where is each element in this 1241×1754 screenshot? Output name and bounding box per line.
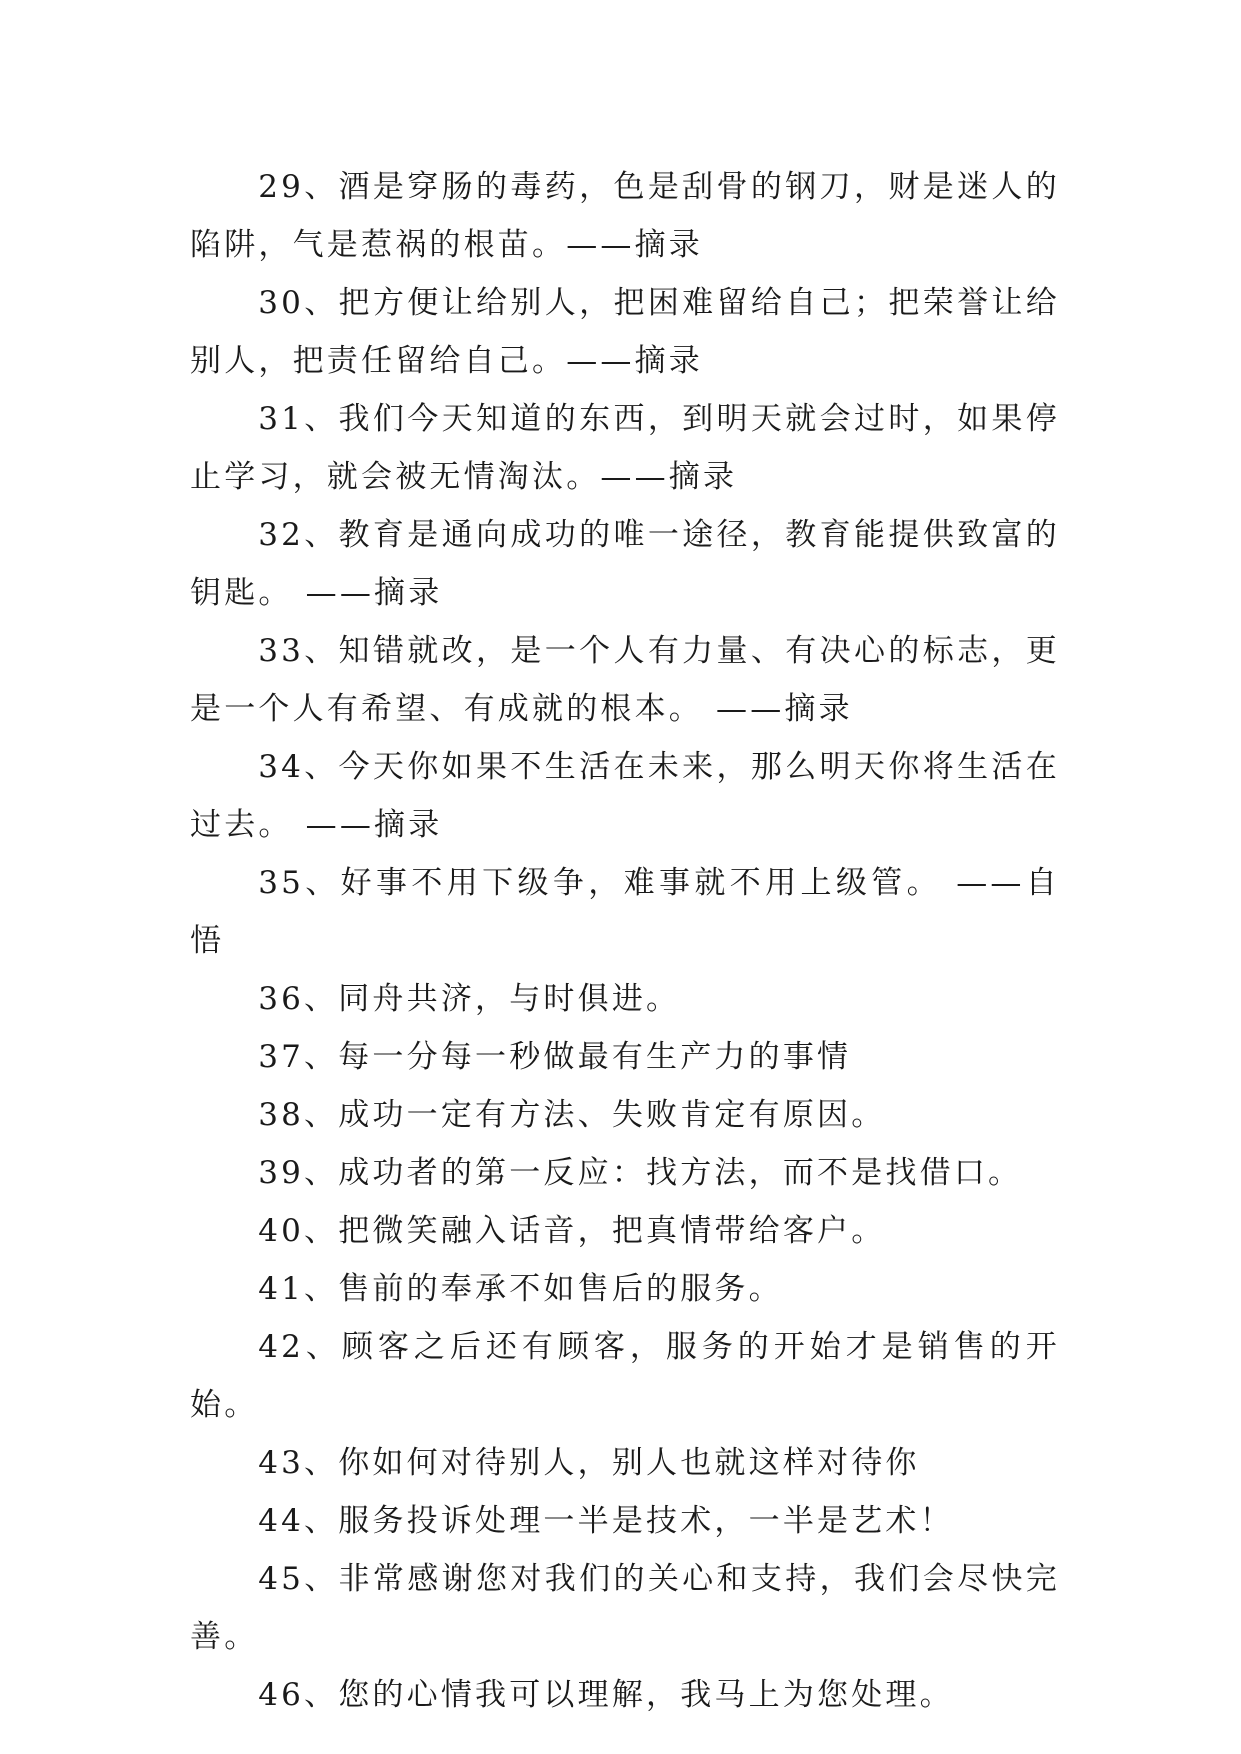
paragraph-33: 33、知错就改，是一个人有力量、有决心的标志，更是一个人有希望、有成就的根本。 ——摘录 [190, 633, 1060, 727]
paragraph-43: 43、你如何对待别人，别人也就这样对待你 [258, 1445, 920, 1481]
paragraph-39: 39、成功者的第一反应：找方法，而不是找借口。 [258, 1155, 1023, 1191]
paragraph-35: 35、好事不用下级争，难事就不用上级管。 ——自悟 [190, 865, 1060, 959]
paragraph-38: 38、成功一定有方法、失败肯定有原因。 [258, 1097, 886, 1133]
paragraph-46: 46、您的心情我可以理解，我马上为您处理。 [258, 1677, 954, 1713]
paragraph-41: 41、售前的奉承不如售后的服务。 [258, 1271, 783, 1307]
paragraph-29: 29、酒是穿肠的毒药，色是刮骨的钢刀，财是迷人的陷阱，气是惹祸的根苗。——摘录 [190, 169, 1060, 263]
paragraph-30: 30、把方便让给别人，把困难留给自己；把荣誉让给别人，把责任留给自己。——摘录 [190, 285, 1060, 379]
document-body [190, 158, 1060, 1724]
paragraph-37: 37、每一分每一秒做最有生产力的事情 [258, 1039, 852, 1075]
paragraph-34: 34、今天你如果不生活在未来，那么明天你将生活在过去。 ——摘录 [190, 749, 1060, 843]
paragraph-42: 42、顾客之后还有顾客，服务的开始才是销售的开始。 [190, 1329, 1060, 1423]
paragraph-31: 31、我们今天知道的东西，到明天就会过时，如果停止学习，就会被无情淘汰。——摘录 [190, 401, 1060, 495]
paragraph-45: 45、非常感谢您对我们的关心和支持，我们会尽快完善。 [190, 1561, 1060, 1655]
paragraph-36: 36、同舟共济，与时俱进。 [258, 981, 681, 1017]
paragraph-32: 32、教育是通向成功的唯一途径，教育能提供致富的钥匙。 ——摘录 [190, 517, 1060, 611]
paragraph-40: 40、把微笑融入话音，把真情带给客户。 [258, 1213, 886, 1249]
paragraph-44: 44、服务投诉处理一半是技术，一半是艺术！ [258, 1503, 954, 1539]
